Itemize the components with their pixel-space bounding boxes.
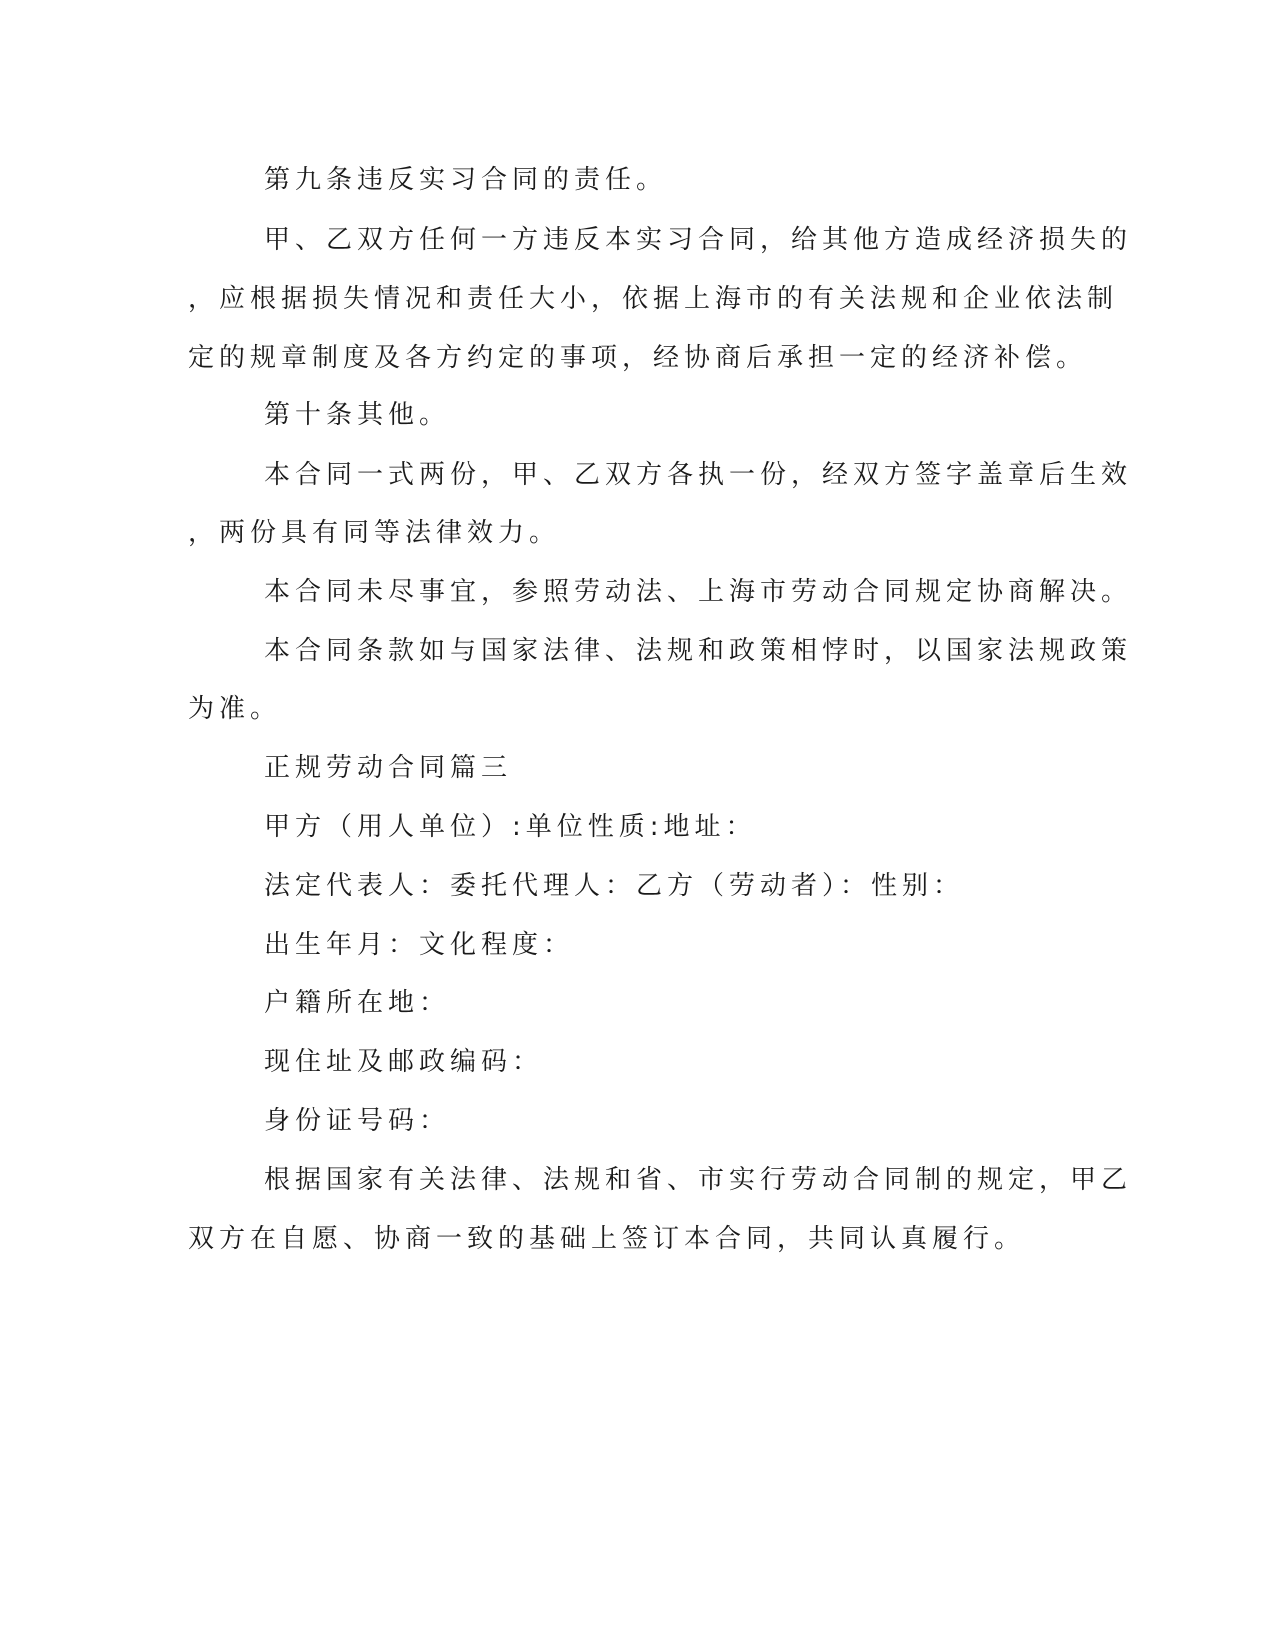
article-10-heading: 第十条其他。 [264,400,451,430]
basis-paragraph-line-2: 双方在自愿、协商一致的基础上签订本合同，共同认真履行。 [188,1224,1026,1254]
basis-paragraph-line-1: 根据国家有关法律、法规和省、市实行劳动合同制的规定，甲乙 [264,1165,1133,1195]
article-9-paragraph-line-3: 定的规章制度及各方约定的事项，经协商后承担一定的经济补偿。 [188,343,1088,373]
article-9-heading: 第九条违反实习合同的责任。 [264,165,668,195]
birth-education-field-line: 出生年月：文化程度： [264,930,575,960]
representative-field-line: 法定代表人：委托代理人：乙方（劳动者）：性别： [264,871,965,901]
article-9-paragraph-line-2: ，应根据损失情况和责任大小，依据上海市的有关法规和企业依法制 [188,284,1119,314]
party-a-field-line: 甲方（用人单位）:单位性质:地址： [264,812,757,842]
address-postcode-field-line: 现住址及邮政编码： [264,1047,544,1077]
conflict-paragraph-line-2: 为准。 [188,694,282,724]
section-heading: 正规劳动合同篇三 [264,753,513,783]
unresolved-matters-paragraph: 本合同未尽事宜，参照劳动法、上海市劳动合同规定协商解决。 [264,577,1133,607]
copies-paragraph-line-2: ，两份具有同等法律效力。 [188,518,561,548]
household-register-field-line: 户籍所在地： [264,988,451,1018]
id-number-field-line: 身份证号码： [264,1106,451,1136]
article-9-paragraph-line-1: 甲、乙双方任何一方违反本实习合同，给其他方造成经济损失的 [264,225,1133,255]
conflict-paragraph-line-1: 本合同条款如与国家法律、法规和政策相悖时，以国家法规政策 [264,636,1133,666]
copies-paragraph-line-1: 本合同一式两份，甲、乙双方各执一份，经双方签字盖章后生效 [264,460,1133,490]
